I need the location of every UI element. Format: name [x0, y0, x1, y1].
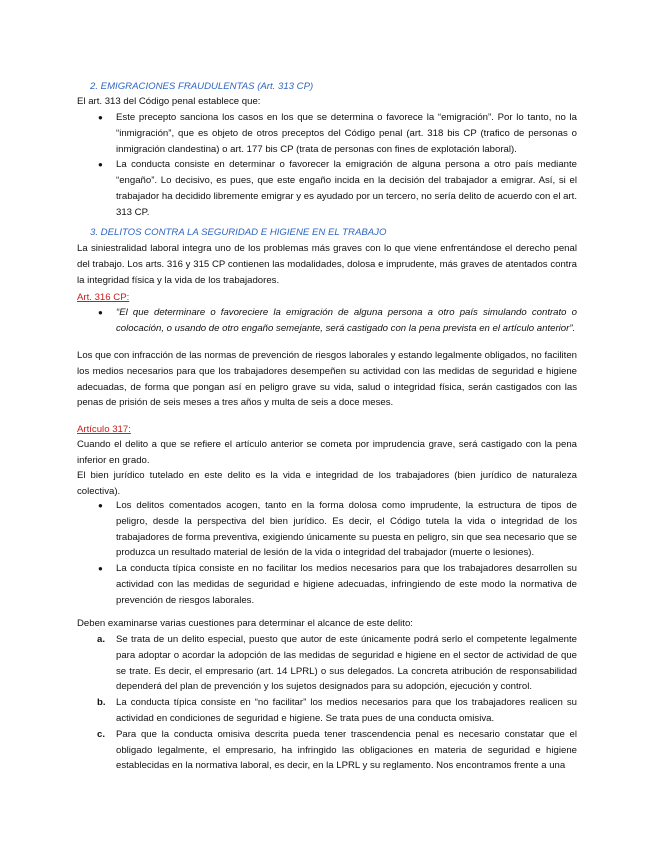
article-label-317: Artículo 317:: [77, 424, 131, 435]
list-item: [77, 157, 577, 220]
bullet-list-emigraciones: [77, 110, 577, 221]
list-item-text: Los delitos comentados acogen, tanto en la forma dolosa como imprudente, la estructura de tipos de peligro, desde la perspectiva del bien jurídico. Es decir, el Código tutela la vida o integridad de los trabajadores de forma preventiva, exigiendo únicamente su puesta en peligro, sin que sea necesario que se produzca un resultado material de lesión de la vida o integridad del trabajador (muerte o lesiones).: [116, 500, 577, 559]
list-item: [77, 632, 577, 695]
list-item: [77, 561, 577, 608]
list-marker: b.: [97, 697, 106, 709]
list-item-text: Se trata de un delito especial, puesto que autor de este únicamente podrá serlo el competente legalmente para adoptar o acordar la adopción de las medidas de seguridad e higiene en el sector de actividad de que se trate. Es decir, el empresario (art. 14 LPRL) o sus delegados. La concreta atribución de responsabilidad dependerá del plan de prevención y los sujetos designados para su adopción, ejecución y control.: [116, 634, 577, 693]
list-item-text: Este precepto sanciona los casos en los que se determina o favorece la “emigración”. Por lo tanto, no la “inmigración”, que es objeto de otros preceptos del Código penal (art. 318 bis CP (trafico de personas o inmigración clandestina) o art. 177 bis CP (trata de personas con fines de explotación laboral).: [116, 112, 577, 155]
paragraph-art316: Los que con infracción de las normas de prevención de riesgos laborales y estando legalmente obligados, no faciliten los medios necesarios para que los trabajadores desempeñen su actividad con las medidas de seguridad e higiene adecuadas, de forma que pongan así en peligro grave su vida, salud o integridad física, serán castigados con las penas de prisión de seis meses a tres años y multa de seis a doce meses.: [77, 350, 577, 409]
section-heading-seguridad: 3. DELITOS CONTRA LA SEGURIDAD E HIGIENE EN EL TRABAJO: [90, 227, 387, 238]
bullet-icon: ●: [98, 564, 103, 574]
bullet-icon: ●: [98, 160, 103, 170]
bullet-list-delitos: [77, 498, 577, 609]
paragraph-bien-juridico: El bien jurídico tutelado en este delito es la vida e integridad de los trabajadores (bien jurídico de naturaleza colectiva).: [77, 470, 577, 497]
quote-text: “El que determinare o favoreciere la emigración de alguna persona a otro país simulando contrato o colocación, o usando de otro engaño semejante, será castigado con la pena prevista en el artículo anterior”.: [116, 307, 577, 334]
list-item-text: La conducta típica consiste en no facilitar los medios necesarios para que los trabajadores desarrollen su actividad con las medidas de seguridad e higiene adecuadas, infringiendo de este modo la normativa de prevención de riesgos laborales.: [116, 563, 577, 606]
list-item: [77, 727, 577, 774]
lettered-list-cuestiones: [77, 632, 577, 774]
section-heading-emigraciones: 2. EMIGRACIONES FRAUDULENTAS (Art. 313 CP): [90, 81, 314, 92]
paragraph-examinar: Deben examinarse varias cuestiones para determinar el alcance de este delito:: [77, 618, 413, 629]
article-label-316: Art. 316 CP:: [77, 292, 130, 303]
list-marker: a.: [97, 634, 106, 645]
list-item-text: La conducta típica consiste en “no facilitar” los medios necesarios para que los trabajadores realicen su actividad en condiciones de seguridad e higiene. Se trata pues de una conducta omisiva.: [116, 697, 577, 724]
list-item: [77, 498, 577, 561]
bullet-icon: ●: [98, 501, 103, 510]
paragraph-art317: Cuando el delito a que se refiere el artículo anterior se cometa por imprudencia grave, será castigado con la pena inferior en grado.: [77, 439, 577, 466]
list-item: [77, 305, 577, 337]
list-item-text: La conducta consiste en determinar o favorecer la emigración de alguna persona a otro país mediante “engaño”. Lo decisivo, es pues, que este engaño incida en la decisión del trabajador a emigrar. Así, si el trabajador ha decidido libremente emigrar y es ayudado por un tercero, no sería delito de acuerdo con el art. 313 CP.: [116, 159, 577, 218]
paragraph-art313-intro: El art. 313 del Código penal establece que:: [77, 96, 261, 107]
bullet-icon: ●: [98, 308, 103, 317]
list-item: [77, 110, 577, 157]
list-item-text: Para que la conducta omisiva descrita pueda tener trascendencia penal es necesario constatar que el obligado legalmente, el empresario, ha infringido las obligaciones en materia de seguridad e higiene establecidas en la normativa laboral, es decir, en la LPRL y su reglamento. Nos encontramos frente a una: [116, 728, 577, 772]
quote-list-316: [77, 305, 577, 337]
bullet-icon: ●: [98, 113, 103, 122]
list-item: [77, 695, 577, 727]
paragraph-siniestralidad: La siniestralidad laboral integra uno de los problemas más graves con lo que viene enfrentándose el derecho penal del trabajo. Los arts. 316 y 315 CP contienen las modalidades, dolosa e imprudente, más graves de atentados contra la integridad física y la vida de los trabajadores.: [77, 243, 577, 286]
list-marker: c.: [97, 728, 106, 740]
